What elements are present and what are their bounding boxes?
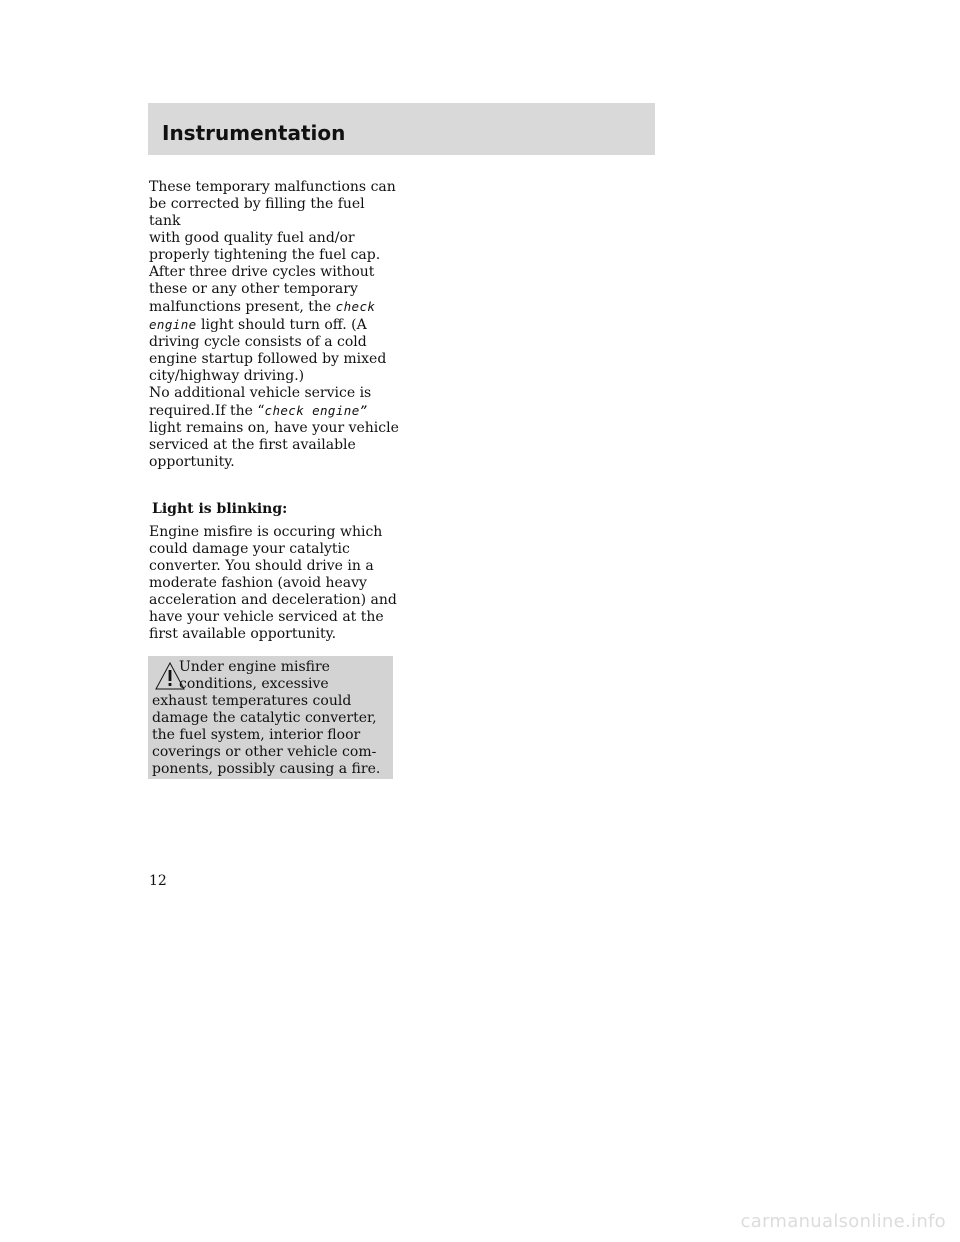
body-paragraph-temporary-malfunctions xyxy=(149,179,399,471)
warning-line: damage the catalytic converter, xyxy=(152,710,377,726)
paragraph-text: These temporary malfunctions can be corrected by filling the fuel tank with good quality fuel and/or properly tightening the fuel cap. After three drive cycles without these or any other temporary malfunctions present, the xyxy=(149,179,396,315)
check-engine-term: check engine” xyxy=(264,403,368,418)
warning-line: ponents, possibly causing a fire. xyxy=(152,761,381,777)
paragraph-text: light should turn off. (A driving cycle consists of a cold engine startup followed by mixed city/highway driving.) No additional vehicle service is required.If the “ xyxy=(149,317,387,419)
warning-box xyxy=(148,656,393,779)
body-paragraph-engine-misfire: Engine misfire is occuring which could damage your catalytic converter. You should drive in a moderate fashion (avoid heavy acceleration and deceleration) and have your vehicle serviced at the first available opportunity. xyxy=(149,524,397,642)
section-title: Instrumentation xyxy=(162,121,346,145)
section-header-bar xyxy=(148,103,655,155)
warning-line: Under engine misfire xyxy=(179,659,330,675)
warning-line: exhaust temperatures could xyxy=(152,693,352,709)
page-number: 12 xyxy=(149,873,167,889)
check-engine-term: check engine xyxy=(149,299,376,332)
warning-line: the fuel system, interior floor xyxy=(152,727,361,743)
warning-text xyxy=(152,659,390,778)
subheading-light-blinking: Light is blinking: xyxy=(152,501,288,517)
paragraph-text: light remains on, have your vehicle serviced at the first available opportunity. xyxy=(149,420,399,470)
watermark: carmanualsonline.info xyxy=(740,1211,946,1232)
warning-line: coverings or other vehicle com- xyxy=(152,744,377,760)
warning-line: conditions, excessive xyxy=(179,676,329,692)
